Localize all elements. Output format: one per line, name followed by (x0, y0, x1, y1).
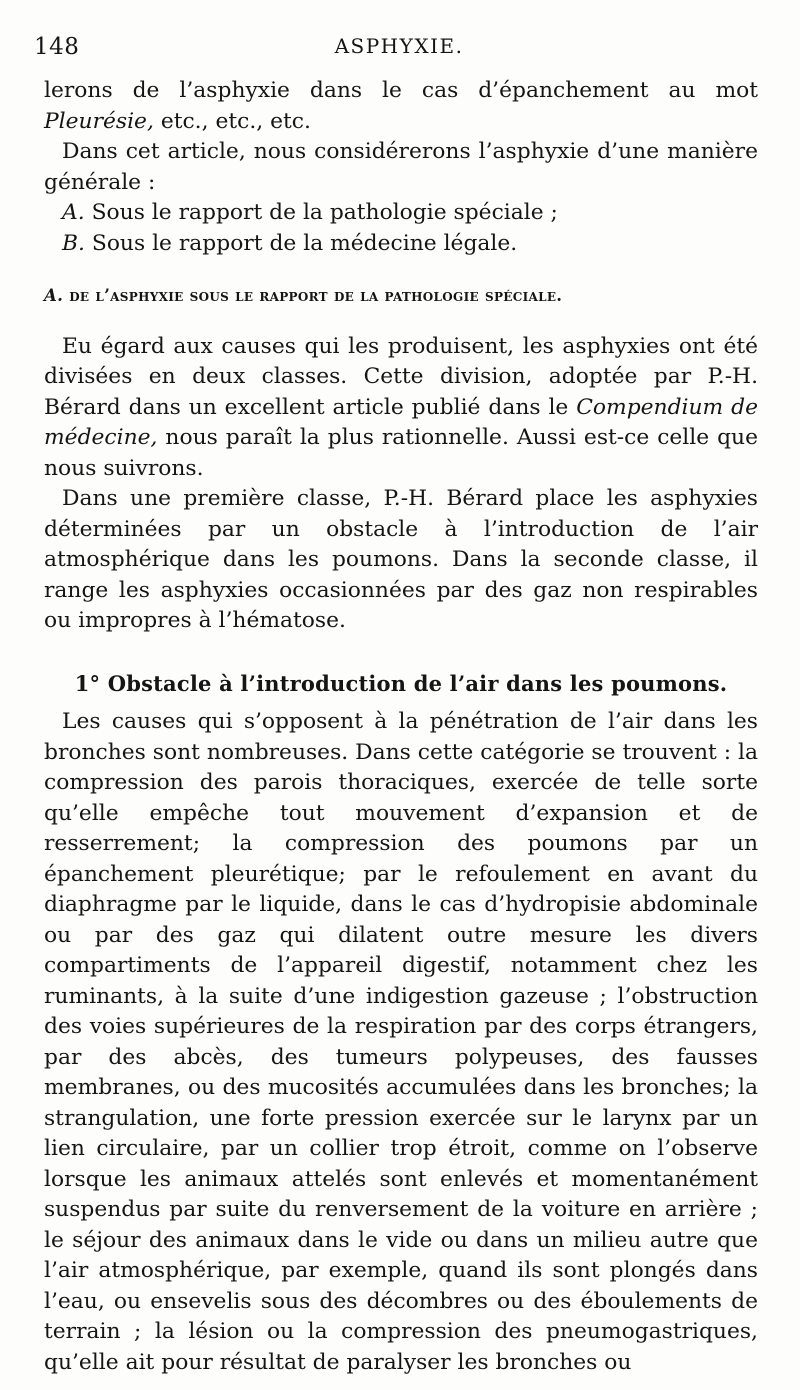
italic-title: Compendium de médecine, (44, 394, 758, 450)
italic-term: Pleurésie, (44, 108, 154, 134)
paragraph-intro: Dans cet article, nous considérerons l’asphyxie d’une manière générale : (44, 139, 758, 195)
list-label: B. (62, 230, 85, 256)
section-heading (44, 281, 758, 312)
list-label: A. (62, 200, 85, 225)
section-title: de l’asphyxie sous le rapport de la pathologie spéciale. (63, 286, 563, 305)
paragraph-continuation: lerons de l’asphyxie dans le cas d’épanchement au mot Pleurésie, etc., etc., etc. (44, 78, 758, 134)
list-item-a: A. Sous le rapport de la pathologie spéciale ; (62, 200, 558, 225)
section-label: A. (44, 286, 64, 305)
page-number: 148 (34, 34, 80, 60)
paragraph-classification: Eu égard aux causes qui les produisent, les asphyxies ont été divisées en deux classes. Cette division, adoptée par P.-H. Bérard dans un excellent article publié dans le Compendium de médecine, nous paraît la plus rationnelle. Aussi est-ce celle que nous suivrons. (44, 333, 758, 481)
page-body (44, 76, 758, 1378)
page-header (34, 34, 764, 70)
paragraph-causes: Les causes qui s’opposent à la pénétration de l’air dans les bronches sont nombreuses. Dans cette catégorie se trouvent : la compression des parois thoraciques, exercée de telle sorte qu’elle empêche tout mouvement d’expansion et de resserrement; la compression des poumons par un épanchement pleurétique; par le refoulement en avant du diaphragme par le liquide, dans le cas d’hydropisie abdominale ou par des gaz qui dilatent outre mesure les divers compartiments de l’appareil digestif, notamment chez les ruminants, à la suite d’une indigestion gazeuse ; l’obstruction des voies supérieures de la respiration par des corps étrangers, par des abcès, des tumeurs polypeuses, des fausses membranes, ou des mucosités accumulées dans les bronches; la strangulation, une forte pression exercée sur le larynx par un lien circulaire, par un collier trop étroit, comme on l’observe lorsque les animaux attelés sont enlevés et momentanément suspendus par suite du renversement de la voiture en arrière ; le séjour des animaux dans le vide ou dans un milieu autre que l’air atmosphérique, par exemple, quand ils sont plongés dans l’eau, ou ensevelis sous des décombres ou des éboulements de terrain ; la lésion ou la compression des pneumogastriques, qu’elle ait pour résultat de paralyser les bronches ou (44, 709, 758, 1375)
list-item-b: B. Sous le rapport de la médecine légale. (62, 230, 518, 256)
subsection-heading: 1° Obstacle à l’introduction de l’air dans les poumons. (74, 670, 728, 696)
paragraph-classes: Dans une première classe, P.-H. Bérard place les asphyxies déterminées par un obstacle à l’introduction de l’air atmosphérique dans les poumons. Dans la seconde classe, il range les asphyxies occasionnées par des gaz non respirables ou impropres à l’hématose. (44, 486, 758, 633)
running-title: ASPHYXIE. (334, 34, 464, 58)
